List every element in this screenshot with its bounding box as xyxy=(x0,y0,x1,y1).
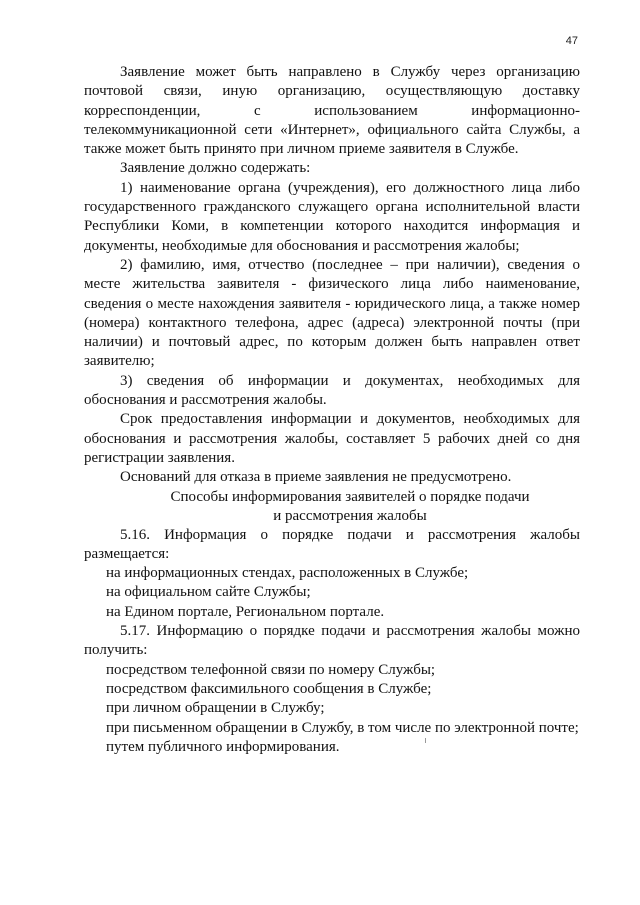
paragraph: Заявление должно содержать: xyxy=(120,160,311,177)
paragraph: Срок предоставления информации и документов, необходимых для обоснования и рассмотрения жалобы, составляет 5 рабочих дней со дня регистрации заявления. xyxy=(84,411,580,466)
clause-5-17-intro: 5.17. Информацию о порядке подачи и рассмотрения жалобы можно получить: xyxy=(84,623,580,659)
list-item: на информационных стендах, расположенных в Службе; xyxy=(106,565,469,582)
list-item: посредством телефонной связи по номеру Службы; xyxy=(106,661,436,678)
list-item: путем публичного информирования. xyxy=(106,738,340,755)
section-heading-line: и рассмотрения жалобы xyxy=(273,507,427,524)
list-item: при письменном обращении в Службу, в том числе по электронной почте; xyxy=(106,719,579,736)
paragraph: Заявление может быть направлено в Службу через организацию почтовой связи, иную организацию, осуществляющую доставку корреспонденции, с использованием информационно-телекоммуникационной сети «Интернет», официального сайта Службы, а также может быть принято при личном приеме заявителя в Службе. xyxy=(84,64,580,158)
list-item: на Едином портале, Региональном портале. xyxy=(106,603,385,620)
section-heading-line: Способы информирования заявителей о порядке подачи xyxy=(170,488,530,505)
section-heading xyxy=(84,488,580,526)
document-body xyxy=(84,63,580,757)
paragraph: Оснований для отказа в приеме заявления не предусмотрено. xyxy=(120,469,512,486)
paragraph: 1) наименование органа (учреждения), его должностного лица либо государственного гражданского служащего органа исполнительной власти Республики Коми, в компетенции которого находится информация и документы, необходимые для обоснования и рассмотрения жалобы; xyxy=(84,179,580,254)
paragraph: 2) фамилию, имя, отчество (последнее – при наличии), сведения о месте жительства заявителя - физического лица либо наименование, сведения о месте нахождения заявителя - юридического лица, а также номер (номера) контактного телефона, адрес (адреса) электронной почты (при наличии) и почтовый адрес, по которым должен быть направлен ответ заявителю; xyxy=(84,256,580,370)
paragraph: 3) сведения об информации и документах, необходимых для обоснования и рассмотрения жалобы. xyxy=(84,372,580,409)
list-item: посредством факсимильного сообщения в Службе; xyxy=(106,680,432,697)
scan-speck xyxy=(425,738,426,743)
page-number: 47 xyxy=(565,35,578,47)
list-item: на официальном сайте Службы; xyxy=(106,584,311,601)
list-item: при личном обращении в Службу; xyxy=(106,700,325,717)
clause-5-16-intro: 5.16. Информация о порядке подачи и рассмотрения жалобы размещается: xyxy=(84,526,580,562)
